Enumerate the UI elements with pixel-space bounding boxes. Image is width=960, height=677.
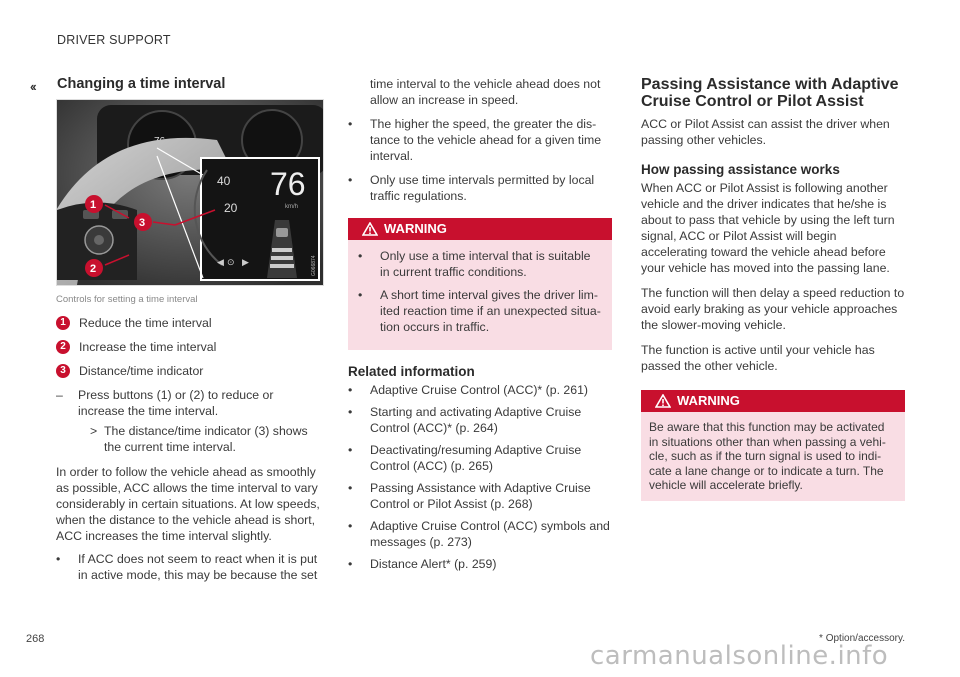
- bullet-item: [348, 116, 612, 164]
- warning-bullet: [358, 248, 602, 280]
- warning-header: [641, 390, 905, 412]
- bullet-glyph: •: [348, 383, 353, 397]
- legend-text: Distance/time indicator: [79, 364, 204, 378]
- footnote: * Option/accessory.: [819, 633, 905, 644]
- bullet-glyph: •: [358, 249, 363, 263]
- bullet-item: [56, 551, 322, 583]
- warning-box: [348, 218, 612, 350]
- related-link[interactable]: [348, 382, 612, 398]
- bullet-glyph: •: [348, 117, 353, 131]
- related-link-text[interactable]: Starting and activating Adaptive Cruise Control (ACC)* (p. 264): [370, 405, 582, 435]
- bullet-text: Only use time intervals permitted by local traffic regulations.: [370, 173, 595, 203]
- related-link[interactable]: [348, 480, 612, 512]
- bullet-item: [348, 172, 612, 204]
- bullet-glyph: •: [348, 173, 353, 187]
- bullet-text: The higher the speed, the greater the dis-tance to the vehicle ahead for a given time interval.: [370, 117, 602, 163]
- legend-text: Reduce the time interval: [79, 316, 212, 330]
- sub-heading-how-it-works: How passing assistance works: [641, 162, 840, 177]
- bullet-glyph: •: [348, 519, 353, 533]
- arrow-right-icon: ▶: [242, 257, 249, 267]
- warning-body: [348, 240, 612, 335]
- page-number: 268: [26, 633, 45, 645]
- legend-item: [56, 315, 322, 331]
- warning-triangle-icon: [362, 222, 378, 236]
- bullet-glyph: •: [348, 557, 353, 571]
- related-link[interactable]: [348, 442, 612, 474]
- section-heading-time-interval: Changing a time interval: [57, 76, 226, 92]
- gauge-20-text: 20: [224, 201, 238, 215]
- vehicle-ahead-icon: [276, 228, 288, 237]
- body-paragraph: The function will then delay a speed reduction to avoid early braking as your vehicle approaches the slower-moving vehicle.: [641, 286, 905, 332]
- related-link-text[interactable]: Passing Assistance with Adaptive Cruise Control or Pilot Assist (p. 268): [370, 481, 591, 511]
- bullet-glyph: •: [348, 405, 353, 419]
- section-heading-passing-assistance: Passing Assistance with Adaptive Cruise Control or Pilot Assist: [641, 76, 899, 110]
- related-heading: Related information: [348, 364, 475, 379]
- right-column: [641, 76, 905, 515]
- warning-label: WARNING: [384, 221, 447, 236]
- legend-number: 2: [56, 340, 70, 354]
- warning-bullet-text: Only use a time interval that is suitable in current traffic conditions.: [380, 249, 591, 279]
- related-link-text[interactable]: Distance Alert* (p. 259): [370, 557, 497, 571]
- svg-text:1: 1: [90, 199, 97, 211]
- step-text: Press buttons (1) or (2) to reduce or increase the time interval.: [78, 388, 274, 418]
- distance-bar-icon: [272, 248, 292, 252]
- related-link[interactable]: [348, 556, 612, 572]
- warning-bullet: [358, 287, 602, 335]
- legend-item: [56, 339, 322, 355]
- cruise-icon: ⊙: [227, 257, 235, 267]
- body-paragraph: The function is active until your vehicle has passed the other vehicle.: [641, 343, 875, 373]
- bullet-glyph: •: [56, 552, 61, 566]
- body-paragraph: When ACC or Pilot Assist is following another vehicle and the driver indicates that he/she is about to pass that vehicle by using the left turn signal, ACC or Pilot Assist will begin accelerating toward the vehicle ahead before your vehicle has moved into the passing lane.: [641, 181, 895, 275]
- speed-unit: km/h: [285, 204, 299, 210]
- result-marker: >: [90, 424, 98, 438]
- step-result: [90, 423, 322, 455]
- legend-item: [56, 363, 322, 379]
- figure-caption: Controls for setting a time interval: [56, 294, 198, 305]
- warning-bullet-text: A short time interval gives the driver lim-ited reaction time if an unexpected situa-tion occurs in traffic.: [380, 288, 601, 334]
- related-link[interactable]: [348, 404, 612, 436]
- warning-box: [641, 390, 905, 501]
- steering-wheel-figure: [56, 99, 324, 286]
- related-link-text[interactable]: Adaptive Cruise Control (ACC)* (p. 261): [370, 383, 589, 397]
- left-column: [30, 76, 322, 591]
- intro-text: ACC or Pilot Assist can assist the driver when passing other vehicles.: [641, 117, 890, 147]
- watermark: carmanualsonline.info: [590, 641, 889, 671]
- bullet-glyph: •: [358, 288, 363, 302]
- arrow-left-icon: ◀: [217, 257, 224, 267]
- result-text: The distance/time indicator (3) shows the current time interval.: [104, 424, 308, 454]
- step-dash: –: [56, 388, 63, 402]
- legend-number: 3: [56, 364, 70, 378]
- bullet-glyph: •: [348, 481, 353, 495]
- dashboard-illustration: [57, 100, 323, 285]
- figure-code: G066874: [311, 255, 317, 276]
- warning-triangle-icon: [655, 394, 671, 408]
- instruction-step: [56, 387, 322, 419]
- warning-label: WARNING: [677, 393, 740, 408]
- back-chevron-icon[interactable]: ‹‹: [30, 79, 35, 94]
- warning-text: Be aware that this function may be activated in situations other than when passing a vehi-cle, such as if the turn signal is used to indi-cate a lane change or to indicate a turn. The vehicle will accelerate briefly.: [649, 420, 886, 492]
- page-header: DRIVER SUPPORT: [57, 33, 171, 47]
- body-paragraph: In order to follow the vehicle ahead as smoothly as possible, ACC allows the time interval to vary considerably in certain situations. At low speeds, when the distance to the vehicle ahead is short, ACC increases the time interval slightly.: [56, 465, 320, 543]
- related-link-text[interactable]: Adaptive Cruise Control (ACC) symbols and messages (p. 273): [370, 519, 610, 549]
- related-link[interactable]: [348, 518, 612, 550]
- related-list: [348, 382, 612, 572]
- svg-text:3: 3: [139, 217, 146, 229]
- figure-legend: [56, 315, 322, 379]
- legend-number: 1: [56, 316, 70, 330]
- bullet-glyph: •: [348, 443, 353, 457]
- middle-column: [348, 76, 612, 578]
- bullet-text: If ACC does not seem to react when it is put in active mode, this may be because the set: [78, 552, 318, 582]
- speed-readout: 76: [270, 166, 306, 202]
- related-link-text[interactable]: Deactivating/resuming Adaptive Cruise Control (ACC) (p. 265): [370, 443, 582, 473]
- svg-text:2: 2: [90, 263, 97, 275]
- warning-header: [348, 218, 612, 240]
- bullet-continuation: time interval to the vehicle ahead does not allow an increase in speed.: [370, 77, 601, 107]
- gauge-40-text: 40: [217, 174, 231, 188]
- legend-text: Increase the time interval: [79, 340, 217, 354]
